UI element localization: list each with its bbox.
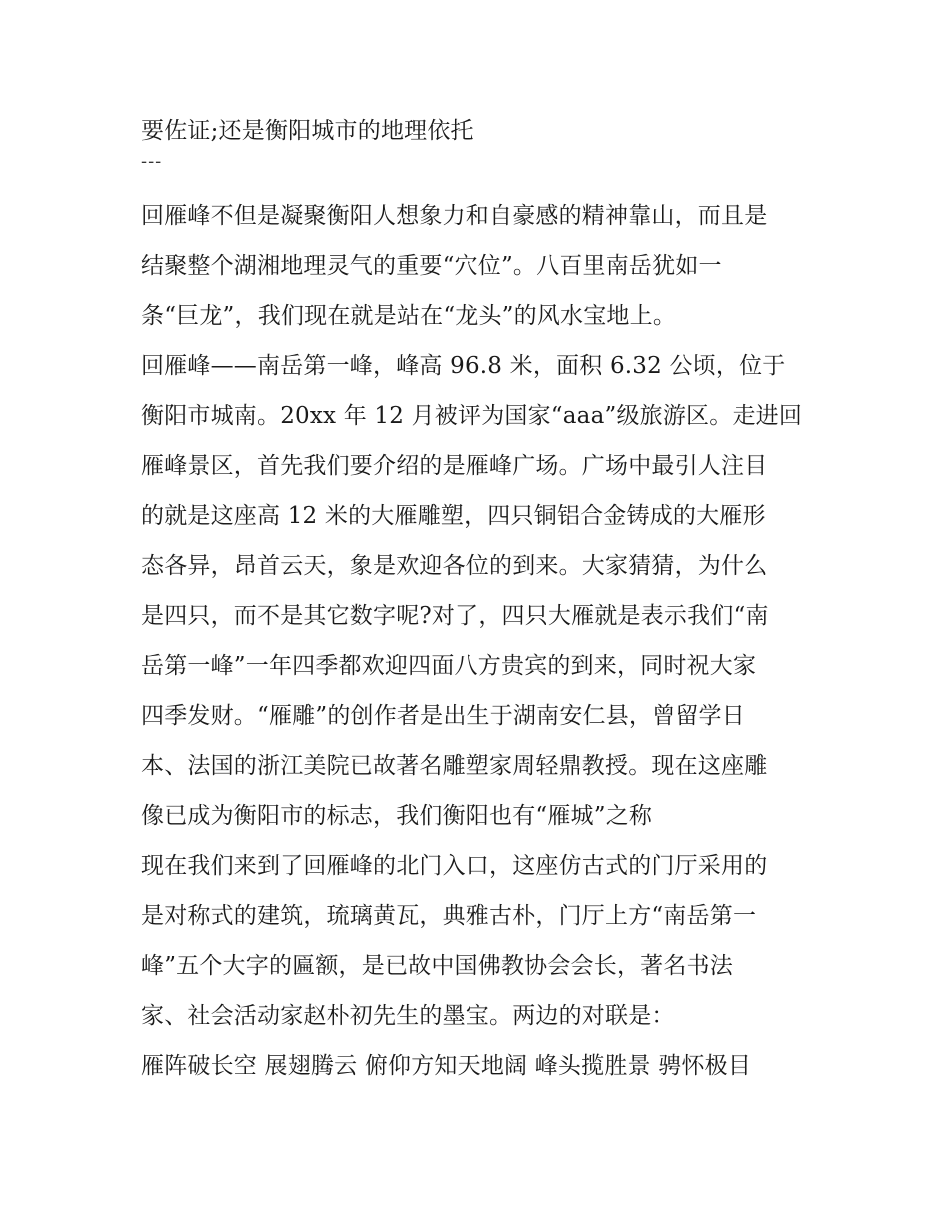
text-line: 本、法国的浙江美院已故著名雕塑家周轻鼎教授。现在这座雕 bbox=[141, 753, 768, 779]
text-line: 峰”五个大字的匾额，是已故中国佛教协会会长，著名书法 bbox=[141, 953, 733, 979]
text-line: 回雁峰不但是凝聚衡阳人想象力和自豪感的精神靠山，而且是 bbox=[141, 203, 768, 229]
text-line: 雁峰景区，首先我们要介绍的是雁峰广场。广场中最引人注目 bbox=[141, 453, 768, 479]
document-page bbox=[141, 111, 821, 1091]
text-line: 衡阳市城南。20xx 年 12 月被评为国家“aaa”级旅游区。走进回 bbox=[141, 403, 803, 429]
text-line: 条“巨龙”，我们现在就是站在“龙头”的风水宝地上。 bbox=[141, 303, 677, 329]
separator-rule: --- bbox=[141, 151, 163, 172]
text-line: 结聚整个湖湘地理灵气的重要“穴位”。八百里南岳犹如一 bbox=[141, 253, 722, 279]
text-line: 四季发财。“雁雕”的创作者是出生于湖南安仁县，曾留学日 bbox=[141, 703, 745, 729]
text-line: 是对称式的建筑，琉璃黄瓦，典雅古朴，门厅上方“南岳第一 bbox=[141, 903, 757, 929]
text-line: 雁阵破长空 展翅腾云 俯仰方知天地阔 峰头揽胜景 骋怀极目 bbox=[141, 1053, 752, 1079]
text-line: 现在我们来到了回雁峰的北门入口，这座仿古式的门厅采用的 bbox=[141, 853, 768, 879]
text-line: 家、社会活动家赵朴初先生的墨宝。两边的对联是： bbox=[141, 1003, 675, 1029]
text-line: 回雁峰——南岳第一峰，峰高 96.8 米，面积 6.32 公顷，位于 bbox=[141, 353, 786, 379]
text-line: 的就是这座高 12 米的大雁雕塑，四只铜铝合金铸成的大雁形 bbox=[141, 503, 766, 529]
text-line: 是四只，而不是其它数字呢?对了，四只大雁就是表示我们“南 bbox=[141, 603, 769, 629]
heading-line: 要佐证;还是衡阳城市的地理依托 bbox=[141, 118, 474, 144]
text-line: 像已成为衡阳市的标志，我们衡阳也有“雁城”之称 bbox=[141, 803, 653, 829]
text-line: 岳第一峰”一年四季都欢迎四面八方贵宾的到来，同时祝大家 bbox=[141, 653, 757, 679]
text-line: 态各异，昂首云天，象是欢迎各位的到来。大家猜猜，为什么 bbox=[141, 553, 768, 579]
